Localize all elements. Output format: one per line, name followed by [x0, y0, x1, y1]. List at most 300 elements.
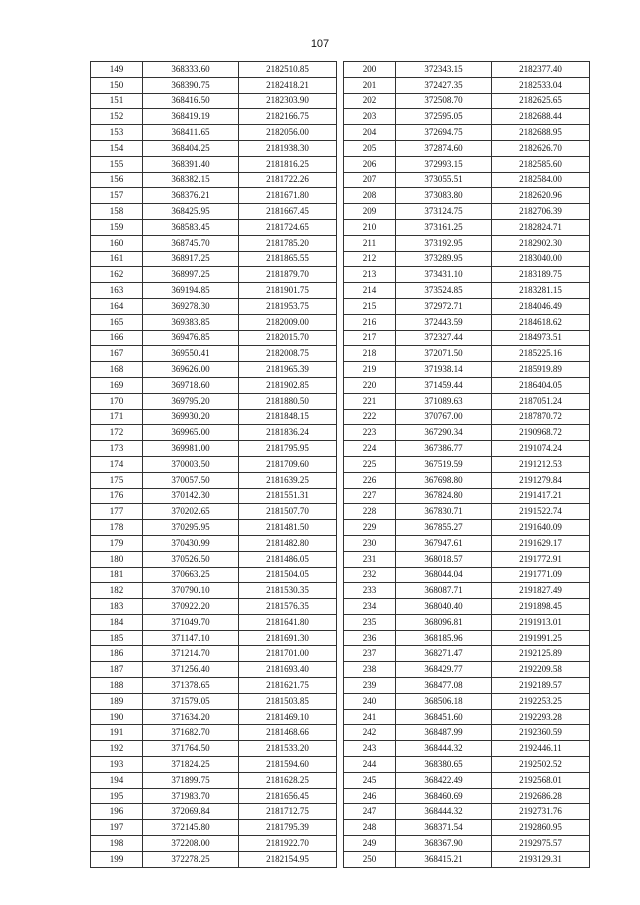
table-row — [344, 551, 590, 567]
point-number-cell: 220 — [344, 377, 396, 393]
table-row — [344, 267, 590, 283]
x-coordinate-cell: 368444.32 — [396, 741, 492, 757]
point-number-cell: 152 — [91, 109, 143, 125]
point-number-cell: 169 — [91, 377, 143, 393]
x-coordinate-cell: 368391.40 — [143, 156, 239, 172]
table-row — [344, 219, 590, 235]
table-row — [91, 836, 337, 852]
y-coordinate-cell: 2191772.91 — [492, 551, 590, 567]
point-number-cell: 219 — [344, 362, 396, 378]
x-coordinate-cell: 368451.60 — [396, 709, 492, 725]
point-number-cell: 179 — [91, 535, 143, 551]
table-row — [91, 709, 337, 725]
point-number-cell: 165 — [91, 314, 143, 330]
y-coordinate-cell: 2192189.57 — [492, 678, 590, 694]
y-coordinate-cell: 2192209.58 — [492, 662, 590, 678]
table-row — [344, 488, 590, 504]
coordinate-table-left-body — [91, 62, 337, 868]
x-coordinate-cell: 368583.45 — [143, 219, 239, 235]
point-number-cell: 216 — [344, 314, 396, 330]
coordinate-table-right — [343, 61, 590, 868]
y-coordinate-cell: 2182902.30 — [492, 235, 590, 251]
y-coordinate-cell: 2181965.39 — [239, 362, 337, 378]
table-row — [91, 425, 337, 441]
table-row — [91, 409, 337, 425]
y-coordinate-cell: 2184618.62 — [492, 314, 590, 330]
x-coordinate-cell: 370142.30 — [143, 488, 239, 504]
y-coordinate-cell: 2191212.53 — [492, 456, 590, 472]
x-coordinate-cell: 371634.20 — [143, 709, 239, 725]
x-coordinate-cell: 368997.25 — [143, 267, 239, 283]
x-coordinate-cell: 369476.85 — [143, 330, 239, 346]
y-coordinate-cell: 2182166.75 — [239, 109, 337, 125]
y-coordinate-cell: 2181576.35 — [239, 599, 337, 615]
x-coordinate-cell: 368096.81 — [396, 614, 492, 630]
table-row — [91, 219, 337, 235]
point-number-cell: 237 — [344, 646, 396, 662]
point-number-cell: 206 — [344, 156, 396, 172]
point-number-cell: 157 — [91, 188, 143, 204]
table-row — [91, 472, 337, 488]
y-coordinate-cell: 2192860.95 — [492, 820, 590, 836]
x-coordinate-cell: 368382.15 — [143, 172, 239, 188]
point-number-cell: 150 — [91, 77, 143, 93]
table-row — [344, 851, 590, 867]
x-coordinate-cell: 373083.80 — [396, 188, 492, 204]
x-coordinate-cell: 369930.20 — [143, 409, 239, 425]
y-coordinate-cell: 2181902.85 — [239, 377, 337, 393]
point-number-cell: 174 — [91, 456, 143, 472]
x-coordinate-cell: 372874.60 — [396, 140, 492, 156]
point-number-cell: 243 — [344, 741, 396, 757]
x-coordinate-cell: 368376.21 — [143, 188, 239, 204]
y-coordinate-cell: 2182009.00 — [239, 314, 337, 330]
table-row — [91, 520, 337, 536]
x-coordinate-cell: 371764.50 — [143, 741, 239, 757]
x-coordinate-cell: 369194.85 — [143, 283, 239, 299]
table-row — [91, 456, 337, 472]
table-row — [344, 662, 590, 678]
y-coordinate-cell: 2181667.45 — [239, 204, 337, 220]
x-coordinate-cell: 373124.75 — [396, 204, 492, 220]
point-number-cell: 191 — [91, 725, 143, 741]
y-coordinate-cell: 2192731.76 — [492, 804, 590, 820]
table-row — [344, 757, 590, 773]
table-row — [91, 725, 337, 741]
table-row — [344, 567, 590, 583]
point-number-cell: 192 — [91, 741, 143, 757]
x-coordinate-cell: 369981.00 — [143, 441, 239, 457]
y-coordinate-cell: 2191279.84 — [492, 472, 590, 488]
table-row — [344, 441, 590, 457]
point-number-cell: 221 — [344, 393, 396, 409]
y-coordinate-cell: 2192360.59 — [492, 725, 590, 741]
y-coordinate-cell: 2181712.75 — [239, 804, 337, 820]
point-number-cell: 177 — [91, 504, 143, 520]
point-number-cell: 236 — [344, 630, 396, 646]
point-number-cell: 199 — [91, 851, 143, 867]
table-row — [344, 156, 590, 172]
x-coordinate-cell: 367824.80 — [396, 488, 492, 504]
y-coordinate-cell: 2182688.44 — [492, 109, 590, 125]
point-number-cell: 185 — [91, 630, 143, 646]
point-number-cell: 183 — [91, 599, 143, 615]
point-number-cell: 151 — [91, 93, 143, 109]
point-number-cell: 162 — [91, 267, 143, 283]
table-row — [344, 172, 590, 188]
x-coordinate-cell: 368429.77 — [396, 662, 492, 678]
table-row — [344, 456, 590, 472]
y-coordinate-cell: 2182688.95 — [492, 125, 590, 141]
x-coordinate-cell: 372071.50 — [396, 346, 492, 362]
point-number-cell: 149 — [91, 62, 143, 78]
y-coordinate-cell: 2192568.01 — [492, 772, 590, 788]
x-coordinate-cell: 371147.10 — [143, 630, 239, 646]
point-number-cell: 171 — [91, 409, 143, 425]
point-number-cell: 214 — [344, 283, 396, 299]
x-coordinate-cell: 368404.25 — [143, 140, 239, 156]
point-number-cell: 241 — [344, 709, 396, 725]
y-coordinate-cell: 2183281.15 — [492, 283, 590, 299]
y-coordinate-cell: 2182008.75 — [239, 346, 337, 362]
point-number-cell: 222 — [344, 409, 396, 425]
point-number-cell: 173 — [91, 441, 143, 457]
y-coordinate-cell: 2181953.75 — [239, 298, 337, 314]
table-row — [344, 283, 590, 299]
y-coordinate-cell: 2192253.25 — [492, 693, 590, 709]
y-coordinate-cell: 2191898.45 — [492, 599, 590, 615]
point-number-cell: 181 — [91, 567, 143, 583]
point-number-cell: 242 — [344, 725, 396, 741]
table-row — [344, 251, 590, 267]
table-row — [344, 741, 590, 757]
y-coordinate-cell: 2182625.65 — [492, 93, 590, 109]
coordinate-table-right-body — [344, 62, 590, 868]
table-row — [91, 488, 337, 504]
y-coordinate-cell: 2186404.05 — [492, 377, 590, 393]
y-coordinate-cell: 2181722.26 — [239, 172, 337, 188]
y-coordinate-cell: 2181785.20 — [239, 235, 337, 251]
x-coordinate-cell: 372427.35 — [396, 77, 492, 93]
point-number-cell: 201 — [344, 77, 396, 93]
x-coordinate-cell: 371899.75 — [143, 772, 239, 788]
y-coordinate-cell: 2191827.49 — [492, 583, 590, 599]
table-row — [344, 377, 590, 393]
point-number-cell: 239 — [344, 678, 396, 694]
table-row — [344, 188, 590, 204]
point-number-cell: 155 — [91, 156, 143, 172]
table-row — [344, 77, 590, 93]
point-number-cell: 234 — [344, 599, 396, 615]
table-row — [91, 172, 337, 188]
point-number-cell: 167 — [91, 346, 143, 362]
point-number-cell: 240 — [344, 693, 396, 709]
x-coordinate-cell: 371049.70 — [143, 614, 239, 630]
y-coordinate-cell: 2181639.25 — [239, 472, 337, 488]
table-row — [91, 188, 337, 204]
table-row — [344, 709, 590, 725]
x-coordinate-cell: 367830.71 — [396, 504, 492, 520]
y-coordinate-cell: 2181482.80 — [239, 535, 337, 551]
y-coordinate-cell: 2182533.04 — [492, 77, 590, 93]
x-coordinate-cell: 368444.32 — [396, 804, 492, 820]
y-coordinate-cell: 2181486.05 — [239, 551, 337, 567]
y-coordinate-cell: 2181879.70 — [239, 267, 337, 283]
y-coordinate-cell: 2181724.65 — [239, 219, 337, 235]
point-number-cell: 225 — [344, 456, 396, 472]
table-row — [344, 362, 590, 378]
x-coordinate-cell: 369965.00 — [143, 425, 239, 441]
point-number-cell: 232 — [344, 567, 396, 583]
point-number-cell: 154 — [91, 140, 143, 156]
y-coordinate-cell: 2181621.75 — [239, 678, 337, 694]
x-coordinate-cell: 368411.65 — [143, 125, 239, 141]
point-number-cell: 211 — [344, 235, 396, 251]
y-coordinate-cell: 2182824.71 — [492, 219, 590, 235]
point-number-cell: 168 — [91, 362, 143, 378]
x-coordinate-cell: 369795.20 — [143, 393, 239, 409]
y-coordinate-cell: 2192502.52 — [492, 757, 590, 773]
point-number-cell: 248 — [344, 820, 396, 836]
y-coordinate-cell: 2181530.35 — [239, 583, 337, 599]
x-coordinate-cell: 368415.21 — [396, 851, 492, 867]
table-row — [91, 156, 337, 172]
table-row — [344, 425, 590, 441]
y-coordinate-cell: 2193129.31 — [492, 851, 590, 867]
x-coordinate-cell: 367519.59 — [396, 456, 492, 472]
point-number-cell: 205 — [344, 140, 396, 156]
x-coordinate-cell: 372208.00 — [143, 836, 239, 852]
table-row — [344, 204, 590, 220]
y-coordinate-cell: 2191417.21 — [492, 488, 590, 504]
x-coordinate-cell: 371089.63 — [396, 393, 492, 409]
y-coordinate-cell: 2182510.85 — [239, 62, 337, 78]
table-row — [91, 772, 337, 788]
point-number-cell: 208 — [344, 188, 396, 204]
table-row — [91, 267, 337, 283]
table-row — [91, 125, 337, 141]
y-coordinate-cell: 2192686.28 — [492, 788, 590, 804]
point-number-cell: 245 — [344, 772, 396, 788]
table-row — [91, 583, 337, 599]
point-number-cell: 207 — [344, 172, 396, 188]
table-row — [344, 235, 590, 251]
y-coordinate-cell: 2191913.01 — [492, 614, 590, 630]
point-number-cell: 164 — [91, 298, 143, 314]
y-coordinate-cell: 2181469.10 — [239, 709, 337, 725]
point-number-cell: 224 — [344, 441, 396, 457]
y-coordinate-cell: 2181709.60 — [239, 456, 337, 472]
y-coordinate-cell: 2182706.39 — [492, 204, 590, 220]
point-number-cell: 187 — [91, 662, 143, 678]
point-number-cell: 186 — [91, 646, 143, 662]
table-row — [344, 314, 590, 330]
table-row — [91, 77, 337, 93]
y-coordinate-cell: 2192293.28 — [492, 709, 590, 725]
x-coordinate-cell: 368087.71 — [396, 583, 492, 599]
table-row — [91, 820, 337, 836]
point-number-cell: 159 — [91, 219, 143, 235]
table-row — [91, 851, 337, 867]
point-number-cell: 246 — [344, 788, 396, 804]
y-coordinate-cell: 2181656.45 — [239, 788, 337, 804]
table-row — [91, 441, 337, 457]
table-row — [344, 535, 590, 551]
y-coordinate-cell: 2187870.72 — [492, 409, 590, 425]
table-row — [344, 678, 590, 694]
point-number-cell: 228 — [344, 504, 396, 520]
table-row — [91, 788, 337, 804]
table-row — [91, 393, 337, 409]
y-coordinate-cell: 2192975.57 — [492, 836, 590, 852]
y-coordinate-cell: 2182303.90 — [239, 93, 337, 109]
x-coordinate-cell: 372993.15 — [396, 156, 492, 172]
table-row — [344, 599, 590, 615]
x-coordinate-cell: 368477.08 — [396, 678, 492, 694]
x-coordinate-cell: 372278.25 — [143, 851, 239, 867]
x-coordinate-cell: 368416.50 — [143, 93, 239, 109]
point-number-cell: 210 — [344, 219, 396, 235]
y-coordinate-cell: 2190968.72 — [492, 425, 590, 441]
point-number-cell: 209 — [344, 204, 396, 220]
y-coordinate-cell: 2181628.25 — [239, 772, 337, 788]
x-coordinate-cell: 372972.71 — [396, 298, 492, 314]
x-coordinate-cell: 371682.70 — [143, 725, 239, 741]
y-coordinate-cell: 2181481.50 — [239, 520, 337, 536]
point-number-cell: 184 — [91, 614, 143, 630]
table-row — [91, 551, 337, 567]
table-row — [91, 693, 337, 709]
point-number-cell: 200 — [344, 62, 396, 78]
x-coordinate-cell: 370922.20 — [143, 599, 239, 615]
y-coordinate-cell: 2181594.60 — [239, 757, 337, 773]
y-coordinate-cell: 2182620.96 — [492, 188, 590, 204]
table-row — [91, 62, 337, 78]
table-row — [91, 204, 337, 220]
table-row — [344, 583, 590, 599]
table-row — [91, 757, 337, 773]
point-number-cell: 223 — [344, 425, 396, 441]
y-coordinate-cell: 2181922.70 — [239, 836, 337, 852]
table-row — [91, 599, 337, 615]
table-row — [344, 409, 590, 425]
x-coordinate-cell: 367698.80 — [396, 472, 492, 488]
point-number-cell: 247 — [344, 804, 396, 820]
table-row — [344, 330, 590, 346]
table-row — [344, 788, 590, 804]
point-number-cell: 175 — [91, 472, 143, 488]
point-number-cell: 244 — [344, 757, 396, 773]
table-row — [344, 693, 590, 709]
x-coordinate-cell: 368271.47 — [396, 646, 492, 662]
y-coordinate-cell: 2181701.00 — [239, 646, 337, 662]
x-coordinate-cell: 368390.75 — [143, 77, 239, 93]
table-row — [91, 567, 337, 583]
page-number: 107 — [310, 38, 330, 50]
x-coordinate-cell: 370663.25 — [143, 567, 239, 583]
x-coordinate-cell: 368506.18 — [396, 693, 492, 709]
table-row — [91, 346, 337, 362]
point-number-cell: 230 — [344, 535, 396, 551]
y-coordinate-cell: 2185225.16 — [492, 346, 590, 362]
point-number-cell: 161 — [91, 251, 143, 267]
x-coordinate-cell: 367855.27 — [396, 520, 492, 536]
point-number-cell: 231 — [344, 551, 396, 567]
point-number-cell: 172 — [91, 425, 143, 441]
point-number-cell: 160 — [91, 235, 143, 251]
table-row — [344, 504, 590, 520]
y-coordinate-cell: 2182584.00 — [492, 172, 590, 188]
y-coordinate-cell: 2182377.40 — [492, 62, 590, 78]
y-coordinate-cell: 2181504.05 — [239, 567, 337, 583]
x-coordinate-cell: 367290.34 — [396, 425, 492, 441]
x-coordinate-cell: 373524.85 — [396, 283, 492, 299]
y-coordinate-cell: 2181551.31 — [239, 488, 337, 504]
x-coordinate-cell: 371256.40 — [143, 662, 239, 678]
x-coordinate-cell: 367947.61 — [396, 535, 492, 551]
point-number-cell: 195 — [91, 788, 143, 804]
point-number-cell: 196 — [91, 804, 143, 820]
y-coordinate-cell: 2184973.51 — [492, 330, 590, 346]
x-coordinate-cell: 368460.69 — [396, 788, 492, 804]
y-coordinate-cell: 2181691.30 — [239, 630, 337, 646]
point-number-cell: 176 — [91, 488, 143, 504]
y-coordinate-cell: 2183189.75 — [492, 267, 590, 283]
x-coordinate-cell: 368371.54 — [396, 820, 492, 836]
y-coordinate-cell: 2181836.24 — [239, 425, 337, 441]
point-number-cell: 202 — [344, 93, 396, 109]
y-coordinate-cell: 2183040.00 — [492, 251, 590, 267]
table-row — [91, 614, 337, 630]
table-row — [91, 630, 337, 646]
x-coordinate-cell: 367386.77 — [396, 441, 492, 457]
x-coordinate-cell: 373161.25 — [396, 219, 492, 235]
point-number-cell: 217 — [344, 330, 396, 346]
x-coordinate-cell: 370202.65 — [143, 504, 239, 520]
x-coordinate-cell: 368367.90 — [396, 836, 492, 852]
x-coordinate-cell: 371579.05 — [143, 693, 239, 709]
y-coordinate-cell: 2182626.70 — [492, 140, 590, 156]
point-number-cell: 153 — [91, 125, 143, 141]
y-coordinate-cell: 2181795.95 — [239, 441, 337, 457]
table-row — [91, 235, 337, 251]
x-coordinate-cell: 370767.00 — [396, 409, 492, 425]
x-coordinate-cell: 372694.75 — [396, 125, 492, 141]
point-number-cell: 218 — [344, 346, 396, 362]
table-row — [91, 662, 337, 678]
point-number-cell: 204 — [344, 125, 396, 141]
table-row — [91, 330, 337, 346]
x-coordinate-cell: 368422.49 — [396, 772, 492, 788]
x-coordinate-cell: 371459.44 — [396, 377, 492, 393]
table-row — [344, 472, 590, 488]
y-coordinate-cell: 2191771.09 — [492, 567, 590, 583]
point-number-cell: 180 — [91, 551, 143, 567]
table-row — [344, 725, 590, 741]
coordinate-table-left — [90, 61, 337, 868]
x-coordinate-cell: 368419.19 — [143, 109, 239, 125]
y-coordinate-cell: 2181816.25 — [239, 156, 337, 172]
table-row — [344, 62, 590, 78]
table-row — [344, 804, 590, 820]
y-coordinate-cell: 2181901.75 — [239, 283, 337, 299]
table-row — [344, 393, 590, 409]
point-number-cell: 229 — [344, 520, 396, 536]
table-row — [344, 93, 590, 109]
point-number-cell: 203 — [344, 109, 396, 125]
table-row — [344, 630, 590, 646]
x-coordinate-cell: 370057.50 — [143, 472, 239, 488]
